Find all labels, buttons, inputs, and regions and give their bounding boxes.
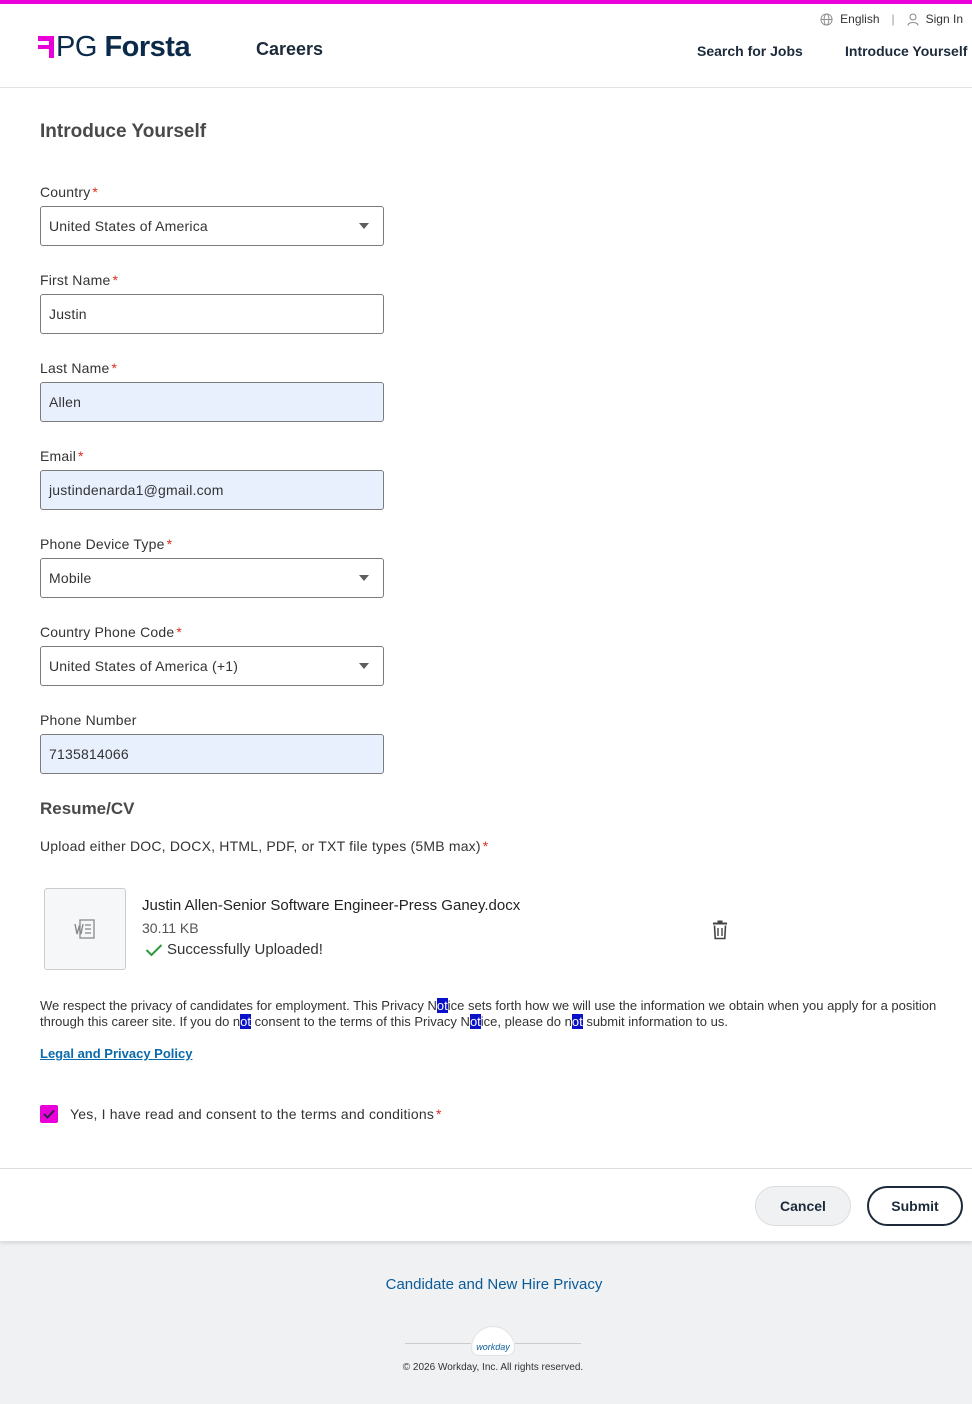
chevron-down-icon <box>359 223 369 229</box>
file-size: 30.11 KB <box>142 920 199 936</box>
submit-button[interactable]: Submit <box>867 1186 963 1226</box>
user-icon <box>907 13 919 26</box>
cancel-button[interactable]: Cancel <box>755 1186 851 1226</box>
divider <box>515 1343 581 1344</box>
pg-forsta-logo[interactable] <box>38 32 190 62</box>
application-form-card <box>0 88 972 1241</box>
delete-file-button[interactable] <box>711 920 729 940</box>
first-name-label: First Name * <box>40 272 119 288</box>
email-input[interactable]: justindenarda1@gmail.com <box>40 470 384 510</box>
language-label: English <box>840 12 880 26</box>
globe-icon <box>820 13 833 26</box>
careers-title: Careers <box>256 39 324 59</box>
privacy-notice: We respect the privacy of candidates for employment. This Privacy Notice sets forth how we will use the information we obtain when you apply for a position through this career site. If you do not consent to the terms of this Privacy Notice, please do not submit information to us. <box>40 998 937 1029</box>
phone-device-type-label: Phone Device Type * <box>40 536 173 552</box>
country-phone-code-select[interactable]: United States of America (+1) <box>40 646 384 686</box>
email-label: Email * <box>40 448 84 464</box>
upload-label: Upload either DOC, DOCX, HTML, PDF, or TXT file types (5MB max) * <box>40 838 489 854</box>
sign-in-link[interactable] <box>907 12 963 26</box>
nav-search-for-jobs[interactable]: Search for Jobs <box>697 43 803 59</box>
phone-device-type-select[interactable]: Mobile <box>40 558 384 598</box>
form-actions-bar <box>0 1168 972 1241</box>
trash-icon <box>711 920 729 940</box>
country-select[interactable]: United States of America <box>40 206 384 246</box>
country-phone-code-label: Country Phone Code * <box>40 624 183 640</box>
upload-status: Successfully Uploaded! <box>145 941 323 958</box>
workday-logo: workday <box>471 1326 515 1356</box>
consent-row: Yes, I have read and consent to the terms and conditions * <box>40 1105 442 1123</box>
page-title: Introduce Yourself <box>40 121 207 142</box>
last-name-label: Last Name * <box>40 360 118 376</box>
legal-privacy-policy-link[interactable]: Legal and Privacy Policy <box>40 1046 193 1061</box>
phone-number-input[interactable]: 7135814066 <box>40 734 384 774</box>
word-doc-icon <box>44 888 126 970</box>
first-name-input[interactable]: Justin <box>40 294 384 334</box>
candidate-privacy-link[interactable]: Candidate and New Hire Privacy <box>385 1276 603 1293</box>
chevron-down-icon <box>359 663 369 669</box>
checkmark-icon <box>43 1109 55 1119</box>
sign-in-label: Sign In <box>925 12 963 26</box>
logo-text: PG Forsta <box>56 30 191 63</box>
utility-menu <box>820 12 963 26</box>
last-name-input[interactable]: Allen <box>40 382 384 422</box>
file-name: Justin Allen-Senior Software Engineer-Press Ganey.docx <box>142 897 521 914</box>
consent-checkbox[interactable] <box>40 1105 58 1123</box>
phone-number-label: Phone Number <box>40 712 137 728</box>
language-selector[interactable] <box>820 12 879 26</box>
consent-label: Yes, I have read and consent to the terms and conditions <box>70 1106 435 1122</box>
resume-section-title: Resume/CV <box>40 799 135 818</box>
logo-mark-icon <box>38 36 54 58</box>
country-label: Country * <box>40 184 99 200</box>
divider: | <box>891 12 895 26</box>
nav-introduce-yourself[interactable]: Introduce Yourself <box>845 43 968 59</box>
site-header <box>0 4 972 88</box>
chevron-down-icon <box>359 575 369 581</box>
divider <box>405 1343 471 1344</box>
copyright: © 2026 Workday, Inc. All rights reserved. <box>402 1362 584 1373</box>
check-icon <box>145 943 163 957</box>
